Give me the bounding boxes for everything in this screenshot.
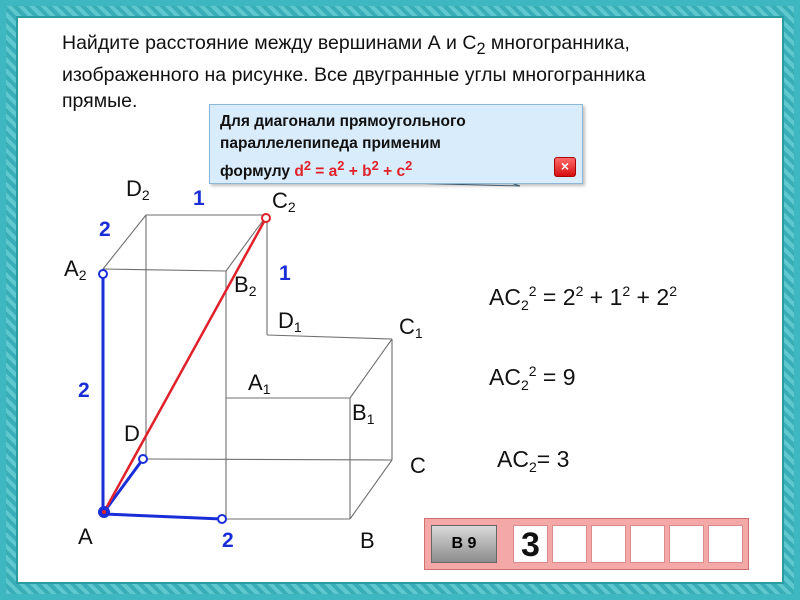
formula-a: = a bbox=[311, 163, 338, 181]
problem-line-3: прямые. bbox=[62, 89, 138, 112]
formula-exp-d: 2 bbox=[303, 158, 311, 173]
vertex-label-c: C bbox=[410, 453, 426, 478]
answer-bar bbox=[424, 518, 749, 570]
formula-b: + b bbox=[344, 163, 372, 181]
edge-length-ab: 2 bbox=[222, 529, 234, 552]
answer-cell[interactable] bbox=[591, 525, 626, 563]
equation-3: $AC_2= 3$ bbox=[497, 446, 570, 475]
edge-a-d-highlight bbox=[104, 459, 143, 512]
vertex-label-d1: $D_1$ bbox=[278, 308, 302, 335]
vertex-label-c1: $C_1$ bbox=[399, 314, 423, 341]
answer-cell[interactable]: 3 bbox=[513, 525, 548, 563]
vertex-label-a: A bbox=[78, 524, 93, 549]
hint-line-1: Для диагонали прямоугольного bbox=[220, 113, 466, 130]
point-a2 bbox=[99, 270, 107, 278]
hint-formula-prefix: формулу bbox=[220, 163, 295, 181]
edge-a2-b2 bbox=[103, 269, 226, 271]
diagonal-a-c2 bbox=[104, 218, 266, 512]
answer-cell[interactable] bbox=[669, 525, 704, 563]
hint-line-2: параллелепипеда применим bbox=[220, 135, 441, 152]
equation-1: $AC_2^2 = 2^2 + 1^2 + 2^2$ bbox=[489, 283, 677, 313]
vertex-label-c2: $C_2$ bbox=[272, 188, 296, 215]
edge-c1-b1 bbox=[350, 339, 392, 398]
problem-line-1-sub: 2 bbox=[476, 39, 486, 58]
vertex-label-d: D bbox=[124, 421, 140, 446]
close-icon[interactable]: × bbox=[554, 157, 576, 177]
vertex-label-a1: $A_1$ bbox=[248, 370, 271, 397]
edge-a-b-highlight bbox=[104, 514, 222, 519]
hint-formula bbox=[294, 158, 413, 181]
answer-cell[interactable] bbox=[630, 525, 665, 563]
hint-line-3 bbox=[220, 155, 572, 183]
formula-exp-a: 2 bbox=[337, 158, 345, 173]
vertex-label-b: B bbox=[360, 528, 375, 553]
problem-line-1-b: многогранника, bbox=[485, 32, 630, 54]
problem-line-2: изображенного на рисунке. Все двугранные углы многогранника bbox=[62, 63, 646, 86]
formula-exp-c: 2 bbox=[405, 158, 413, 173]
formula-c: + c bbox=[378, 163, 406, 181]
edge-length-a2d2: 2 bbox=[99, 218, 111, 241]
edge-length-c2b2: 1 bbox=[279, 262, 291, 285]
vertex-label-b1: $B_1$ bbox=[352, 400, 375, 427]
answer-cell[interactable] bbox=[708, 525, 743, 563]
formula-exp-b: 2 bbox=[371, 158, 379, 173]
problem-line-1-a: Найдите расстояние между вершинами А и С bbox=[62, 32, 477, 54]
vertex-label-a2: $A_2$ bbox=[64, 256, 87, 283]
edge-d-c bbox=[146, 459, 392, 460]
polyhedron-edges bbox=[103, 215, 392, 519]
edge-c2-b2 bbox=[226, 215, 267, 271]
edge-length-d2c2: 1 bbox=[193, 187, 205, 210]
point-d bbox=[139, 455, 147, 463]
point-c2 bbox=[262, 214, 270, 222]
answer-label-button[interactable]: В 9 bbox=[431, 525, 497, 563]
point-a-center bbox=[102, 510, 106, 514]
hint-box bbox=[209, 104, 583, 184]
point-b bbox=[218, 515, 226, 523]
edge-c-b bbox=[350, 460, 392, 519]
equation-2: $AC_2^2 = 9$ bbox=[489, 363, 576, 393]
vertex-label-d2: $D_2$ bbox=[126, 176, 150, 203]
vertex-label-b2: $B_2$ bbox=[234, 272, 257, 299]
edge-length-aa2: 2 bbox=[78, 379, 90, 402]
answer-cell[interactable] bbox=[552, 525, 587, 563]
edge-d1-c1 bbox=[267, 335, 392, 339]
formula-d: d bbox=[294, 163, 304, 181]
